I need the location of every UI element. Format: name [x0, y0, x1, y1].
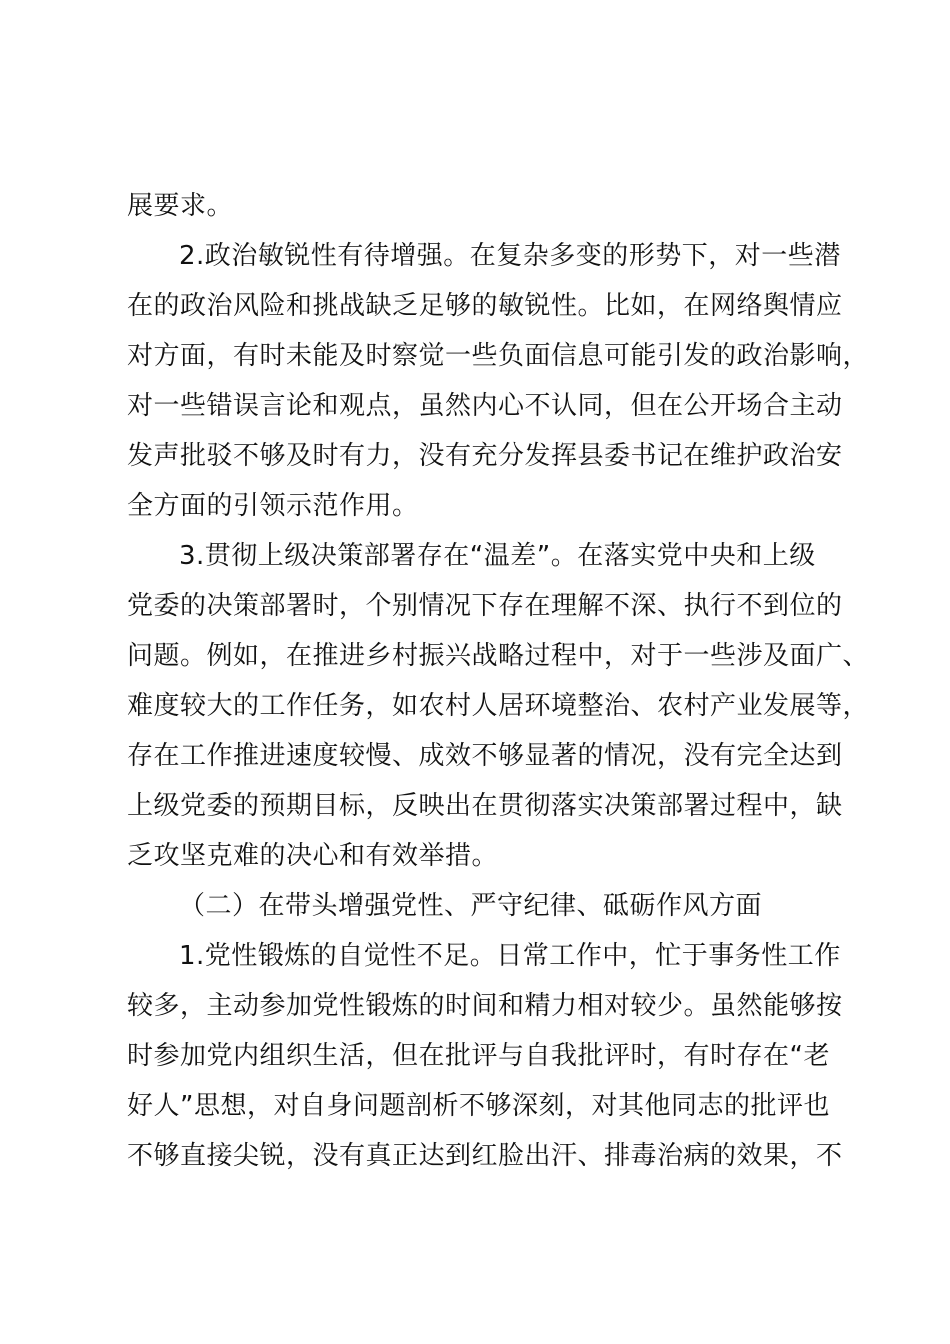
paragraph-start-line: 3.贯彻上级决策部署存在“温差”。在落实党中央和上级 — [179, 541, 816, 571]
text-line: 难度较大的工作任务，如农村人居环境整治、农村产业发展等， — [127, 691, 870, 721]
text-line: 在的政治风险和挑战缺乏足够的敏锐性。比如，在网络舆情应 — [127, 291, 843, 321]
text-line: 不够直接尖锐，没有真正达到红脸出汗、排毒治病的效果，不 — [127, 1141, 843, 1171]
text-line: 全方面的引领示范作用。 — [127, 491, 419, 521]
text-line: 发声批驳不够及时有力，没有充分发挥县委书记在维护政治安 — [127, 441, 843, 471]
text-line: 好人”思想，对自身问题剖析不够深刻，对其他同志的批评也 — [127, 1091, 830, 1121]
paragraph-start-line: 2.政治敏锐性有待增强。在复杂多变的形势下，对一些潜 — [179, 241, 841, 271]
text-line: 问题。例如，在推进乡村振兴战略过程中，对于一些涉及面广、 — [127, 641, 870, 671]
text-line: 存在工作推进速度较慢、成效不够显著的情况，没有完全达到 — [127, 741, 843, 771]
paragraph-start-line: 1.党性锻炼的自觉性不足。日常工作中，忙于事务性工作 — [179, 941, 841, 971]
body-text — [127, 181, 870, 1181]
section-heading: （二）在带头增强党性、严守纪律、砥砺作风方面 — [179, 891, 763, 921]
text-line: 时参加党内组织生活，但在批评与自我批评时，有时存在“老 — [127, 1041, 830, 1071]
text-line: 上级党委的预期目标，反映出在贯彻落实决策部署过程中，缺 — [127, 791, 843, 821]
text-line: 对方面，有时未能及时察觉一些负面信息可能引发的政治影响， — [127, 341, 870, 371]
text-line: 党委的决策部署时，个别情况下存在理解不深、执行不到位的 — [127, 591, 843, 621]
text-line: 较多，主动参加党性锻炼的时间和精力相对较少。虽然能够按 — [127, 991, 843, 1021]
text-line: 乏攻坚克难的决心和有效举措。 — [127, 841, 499, 871]
text-line: 对一些错误言论和观点，虽然内心不认同，但在公开场合主动 — [127, 391, 843, 421]
text-line: 展要求。 — [127, 191, 234, 221]
